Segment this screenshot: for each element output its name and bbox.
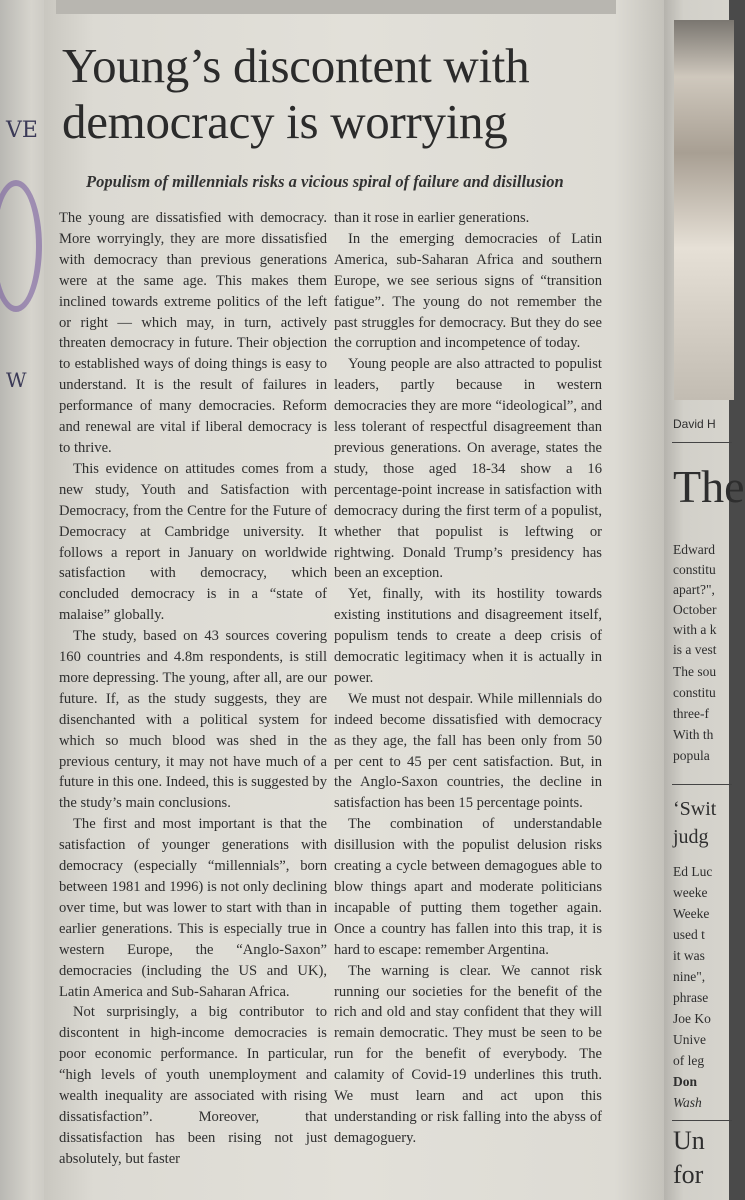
right-text-line: it was — [673, 948, 705, 963]
right-text-line: with a k — [673, 622, 717, 637]
paragraph: We must not despair. While millennials do indeed become dissatisfied with democracy as they age, the fall has been only from 50 per cent to 45 per cent satisfaction. But, in the Anglo-Saxon countries, the decline in satisfaction has been 15 percentage points. — [334, 690, 602, 812]
paragraph: Yet, finally, with its hostility towards existing institutions and disagreement itself, populism tends to create a deep crisis of democratic legitimacy when it is actually in power. — [334, 586, 602, 686]
right-text-line: Unive — [673, 1032, 706, 1047]
right-text-line: Joe Ko — [673, 1011, 711, 1026]
left-page-graphic — [0, 180, 42, 312]
right-text-line: Weeke — [673, 906, 710, 921]
right-headline: The — [673, 461, 745, 512]
right-text-line: Edward — [673, 542, 715, 557]
paragraph: Not surprisingly, a big contributor to discontent in high-income democracies is poor economic performance. In particular, “high levels of youth unemployment and wealth inequality are associated with rising dissatisfaction”. Moreover, that dissatisfaction has been rising not just absolutely, but faster — [59, 1004, 327, 1167]
adjacent-right-page — [664, 0, 745, 1200]
right-text-line: weeke — [673, 885, 708, 900]
right-text-line: With th — [673, 727, 714, 742]
divider — [672, 1120, 732, 1121]
article-headline: Young’s discontent with democracy is worrying — [62, 38, 530, 149]
right-text-line: used t — [673, 927, 705, 942]
article-standfirst: Populism of millennials risks a vicious spiral of failure and disillusion — [86, 172, 564, 191]
right-text-line: of leg — [673, 1053, 705, 1068]
article-column-2 — [334, 208, 602, 1149]
right-text-line: Ed Luc — [673, 864, 713, 879]
right-text-line: constitu — [673, 562, 716, 577]
top-rule — [56, 0, 616, 14]
right-text-line: three-f — [673, 706, 709, 721]
article-column-1 — [59, 208, 327, 1170]
divider — [672, 442, 732, 443]
right-subhead: for — [673, 1160, 704, 1189]
right-text-line: is a vest — [673, 642, 717, 657]
right-signature-place: Wash — [673, 1095, 702, 1110]
paragraph: The study, based on 43 sources covering 160 countries and 4.8m respondents, is still more depressing. The young, after all, are our future. If, as the study suggests, they are disenchanted with a political system for which so much blood was shed in the previous century, it may not have much of a future in this one. Indeed, this is suggested by the study’s main conclusions. — [59, 628, 327, 812]
paragraph: than it rose in earlier generations. — [334, 210, 530, 226]
left-page-fragment: VE — [6, 118, 38, 143]
photo-credit: David H — [673, 417, 716, 431]
right-text-line: nine", — [673, 969, 706, 984]
right-subhead: Un — [673, 1126, 705, 1155]
right-text-line: popula — [673, 748, 710, 763]
paragraph: The combination of understandable disillusion with the populist delusion risks creating a cycle between demagogues able to blow things apart and moderate politicians incapable of putting them together again. Once a country has fallen into this trap, it is hard to escape: remember Argentina. — [334, 816, 602, 958]
right-signature: Don — [673, 1074, 698, 1089]
left-page-fragment: W — [6, 368, 27, 392]
right-text-line: phrase — [673, 990, 709, 1005]
paragraph: The young are dissatisfied with democracy. More worryingly, they are more dissatisfied with democracy than previous generations were at the same age. This makes them inclined towards extreme politics of the left or right — which may, in turn, actively threaten democracy in future. Their objection to established ways of doing things is easy to understand. It is the result of failures in performance of many democracies. Reform and renewal are vital if liberal democracy is to thrive. — [59, 210, 327, 456]
right-subhead: ‘Swit — [673, 798, 717, 820]
right-text-line: apart?", — [673, 582, 715, 597]
right-text-line: constitu — [673, 685, 716, 700]
paragraph: In the emerging democracies of Latin America, sub-Saharan Africa and southern Europe, we see serious signs of “transition fatigue”. The young do not remember the past struggles for democracy. But they do see the corruption and incompetence of today. — [334, 230, 602, 352]
paragraph: Young people are also attracted to populist leaders, partly because in western democracies they are more “ideological”, and less tolerant of respectful disagreement than previous generations. On average, states the study, those aged 18-34 show a 16 percentage-point increase in satisfaction with democracy during the first term of a populist, whether that populist is leftwing or rightwing. Donald Trump’s presidency has been an exception. — [334, 356, 602, 582]
paragraph: This evidence on attitudes comes from a new study, Youth and Satisfaction with Democracy, from the Centre for the Future of Democracy at Cambridge university. It follows a report in January on worldwide satisfaction with democracy, which concluded democracy is in a “state of malaise” globally. — [59, 460, 327, 624]
divider — [672, 784, 732, 785]
portrait-photo — [674, 20, 734, 400]
paragraph: The warning is clear. We cannot risk running our societies for the benefit of the rich and old and stay confident that they will remain democratic. They must be seen to be run for the benefit of everybody. The calamity of Covid-19 underlines this truth. We must learn and act upon this understanding or risk falling into the abyss of demagoguery. — [334, 962, 602, 1146]
right-text-line: The sou — [673, 664, 717, 679]
right-subhead: judg — [673, 826, 709, 848]
paragraph: The first and most important is that the satisfaction of younger generations with democracy (especially “millennials”, born between 1981 and 1996) is not only declining over time, but was lower to start with than in earlier generations. This is especially true in western Europe, the “Anglo-Saxon” democracies (including the US and UK), Latin America and Sub-Saharan Africa. — [59, 816, 327, 1000]
right-text-line: October — [673, 602, 717, 617]
